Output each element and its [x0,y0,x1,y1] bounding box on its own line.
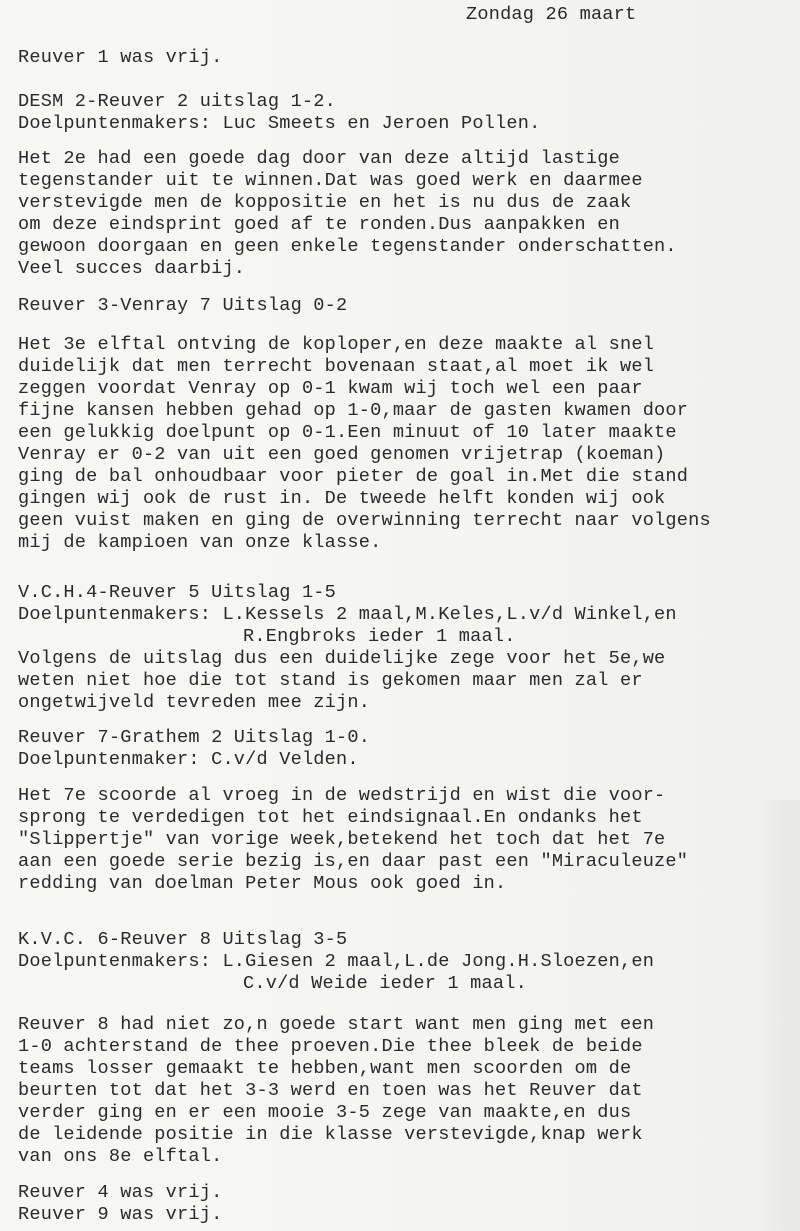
report-line: gewoon doorgaan en geen enkele tegenstander onderschatten. [18,236,677,257]
report-line: duidelijk dat men terrecht bovenaan staat,al moet ik wel [18,356,655,377]
report-line: mij de kampioen van onze klasse. [18,532,382,553]
report-line: sprong te verdedigen tot het eindsignaal.En ondanks het [18,807,643,828]
report-line: aan een goede serie bezig is,en daar past een "Miraculeuze" [18,851,689,872]
team9-status: Reuver 9 was vrij. [18,1204,223,1225]
scorers-team8-cont: C.v/d Weide ieder 1 maal. [243,973,527,994]
report-line: ging de bal onhoudbaar voor pieter de goal in.Met die stand [18,466,689,487]
report-line: verstevigde men de koppositie en het is nu dus de zaak [18,192,632,213]
report-line: beurten tot dat het 3-3 werd en toen was het Reuver dat [18,1080,643,1101]
match-result-team3: Reuver 3-Venray 7 Uitslag 0-2 [18,295,348,316]
bleed-through-shadow [760,800,800,1231]
report-line: geen vuist maken en ging de overwinning terrecht naar volgens [18,510,711,531]
match-result-team2: DESM 2-Reuver 2 uitslag 1-2. [18,91,337,112]
report-line: gingen wij ook de rust in. De tweede helft konden wij ook [18,488,666,509]
date-heading: Zondag 26 maart [466,4,637,25]
team4-status: Reuver 4 was vrij. [18,1182,223,1203]
scorers-team5-cont: R.Engbroks ieder 1 maal. [243,626,516,647]
report-line: Veel succes daarbij. [18,258,246,279]
report-line: teams losser gemaakt te hebben,want men scoorden om de [18,1058,632,1079]
report-line: verder ging en er een mooie 3-5 zege van maakte,en dus [18,1102,632,1123]
match-result-team7: Reuver 7-Grathem 2 Uitslag 1-0. [18,727,371,748]
report-line: een gelukkig doelpunt op 0-1.Een minuut of 10 later maakte [18,422,677,443]
report-line: Reuver 8 had niet zo,n goede start want men ging met een [18,1014,655,1035]
report-line: 1-0 achterstand de thee proeven.Die thee bleek de beide [18,1036,643,1057]
report-line: redding van doelman Peter Mous ook goed in. [18,873,507,894]
report-line: Het 2e had een goede dag door van deze altijd lastige [18,148,620,169]
report-line: zeggen voordat Venray op 0-1 kwam wij toch wel een paar [18,378,643,399]
scorers-team8: Doelpuntenmakers: L.Giesen 2 maal,L.de Jong.H.Sloezen,en [18,951,655,972]
match-result-team8: K.V.C. 6-Reuver 8 Uitslag 3-5 [18,929,348,950]
report-line: Volgens de uitslag dus een duidelijke zege voor het 5e,we [18,648,666,669]
report-line: Venray er 0-2 van uit een goed genomen vrijetrap (koeman) [18,444,666,465]
match-result-team5: V.C.H.4-Reuver 5 Uitslag 1-5 [18,582,337,603]
report-line: fijne kansen hebben gehad op 1-0,maar de gasten kwamen door [18,400,689,421]
scorers-team2: Doelpuntenmakers: Luc Smeets en Jeroen Pollen. [18,113,541,134]
scorers-team5: Doelpuntenmakers: L.Kessels 2 maal,M.Keles,L.v/d Winkel,en [18,604,677,625]
team1-status: Reuver 1 was vrij. [18,47,223,68]
scorers-team7: Doelpuntenmaker: C.v/d Velden. [18,749,359,770]
report-line: Het 7e scoorde al vroeg in de wedstrijd en wist die voor- [18,785,666,806]
report-line: tegenstander uit te winnen.Dat was goed werk en daarmee [18,170,643,191]
report-line: van ons 8e elftal. [18,1146,223,1167]
report-line: Het 3e elftal ontving de koploper,en deze maakte al snel [18,334,655,355]
report-line: de leidende positie in die klasse verstevigde,knap werk [18,1124,643,1145]
report-line: "Slippertje" van vorige week,betekend het toch dat het 7e [18,829,666,850]
report-line: om deze eindsprint goed af te ronden.Dus aanpakken en [18,214,620,235]
report-line: weten niet hoe die tot stand is gekomen maar men zal er [18,670,643,691]
report-line: ongetwijveld tevreden mee zijn. [18,692,371,713]
